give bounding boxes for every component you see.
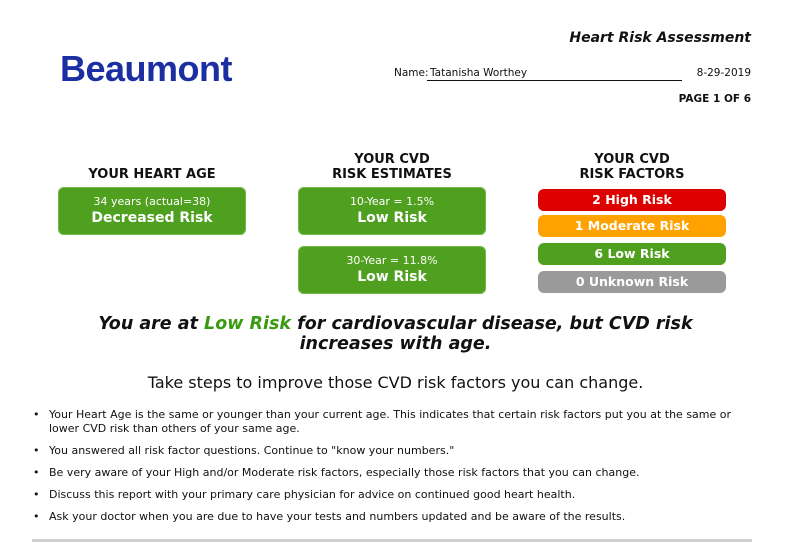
- ten-year-risk-detail: 10-Year = 1.5%: [349, 195, 435, 208]
- heart-age-result: Decreased Risk: [91, 210, 213, 226]
- low-risk-badge: 6 Low Risk: [538, 243, 726, 265]
- report-date: 8-29-2019: [696, 67, 751, 79]
- list-item: • Your Heart Age is the same or younger than your current age. This indicates that certain risk factors put you at the same or lower CVD risk than others of your same age.: [32, 408, 752, 436]
- heart-age-result-box: [58, 187, 246, 235]
- risk-estimates-heading: [298, 152, 486, 182]
- summary-suffix: for cardiovascular disease, but CVD risk increases with age.: [291, 314, 693, 354]
- thirty-year-risk-box: [298, 246, 486, 294]
- divider: [32, 539, 752, 542]
- name-value: Tatanisha Worthey: [427, 67, 682, 81]
- list-item: • Ask your doctor when you are due to have your tests and numbers updated and be aware of the results.: [32, 510, 752, 524]
- heading-line: YOUR CVD: [594, 152, 670, 167]
- list-item: • Discuss this report with your primary care physician for advice on continued good heart health.: [32, 488, 752, 502]
- heading-line: YOUR CVD: [354, 152, 430, 167]
- risk-summary: [60, 314, 731, 354]
- summary-prefix: You are at: [98, 314, 205, 334]
- high-risk-badge: 2 High Risk: [538, 189, 726, 211]
- heart-age-detail: 34 years (actual=38): [93, 195, 211, 208]
- list-item: • Be very aware of your High and/or Moderate risk factors, especially those risk factors that you can change.: [32, 466, 752, 480]
- risk-factors-heading: [538, 152, 726, 182]
- name-field: [394, 67, 528, 79]
- heading-line: RISK ESTIMATES: [332, 167, 452, 182]
- ten-year-risk-result: Low Risk: [357, 210, 427, 226]
- heading-line: RISK FACTORS: [579, 167, 685, 182]
- thirty-year-risk-detail: 30-Year = 11.8%: [346, 254, 438, 267]
- advice-list: [32, 408, 752, 532]
- page-indicator: PAGE 1 OF 6: [678, 93, 751, 105]
- moderate-risk-badge: 1 Moderate Risk: [538, 215, 726, 237]
- tagline: Take steps to improve those CVD risk factors you can change.: [147, 373, 644, 392]
- logo-text: Beaumont: [60, 48, 233, 89]
- name-label: Name:: [394, 67, 429, 79]
- summary-highlight: Low Risk: [204, 314, 292, 334]
- list-item: • You answered all risk factor questions. Continue to "know your numbers.": [32, 444, 752, 458]
- heart-age-heading: YOUR HEART AGE: [88, 167, 216, 182]
- ten-year-risk-box: [298, 187, 486, 235]
- logo: [32, 28, 272, 108]
- unknown-risk-badge: 0 Unknown Risk: [538, 271, 726, 293]
- document-title: Heart Risk Assessment: [569, 30, 751, 46]
- thirty-year-risk-result: Low Risk: [357, 269, 427, 285]
